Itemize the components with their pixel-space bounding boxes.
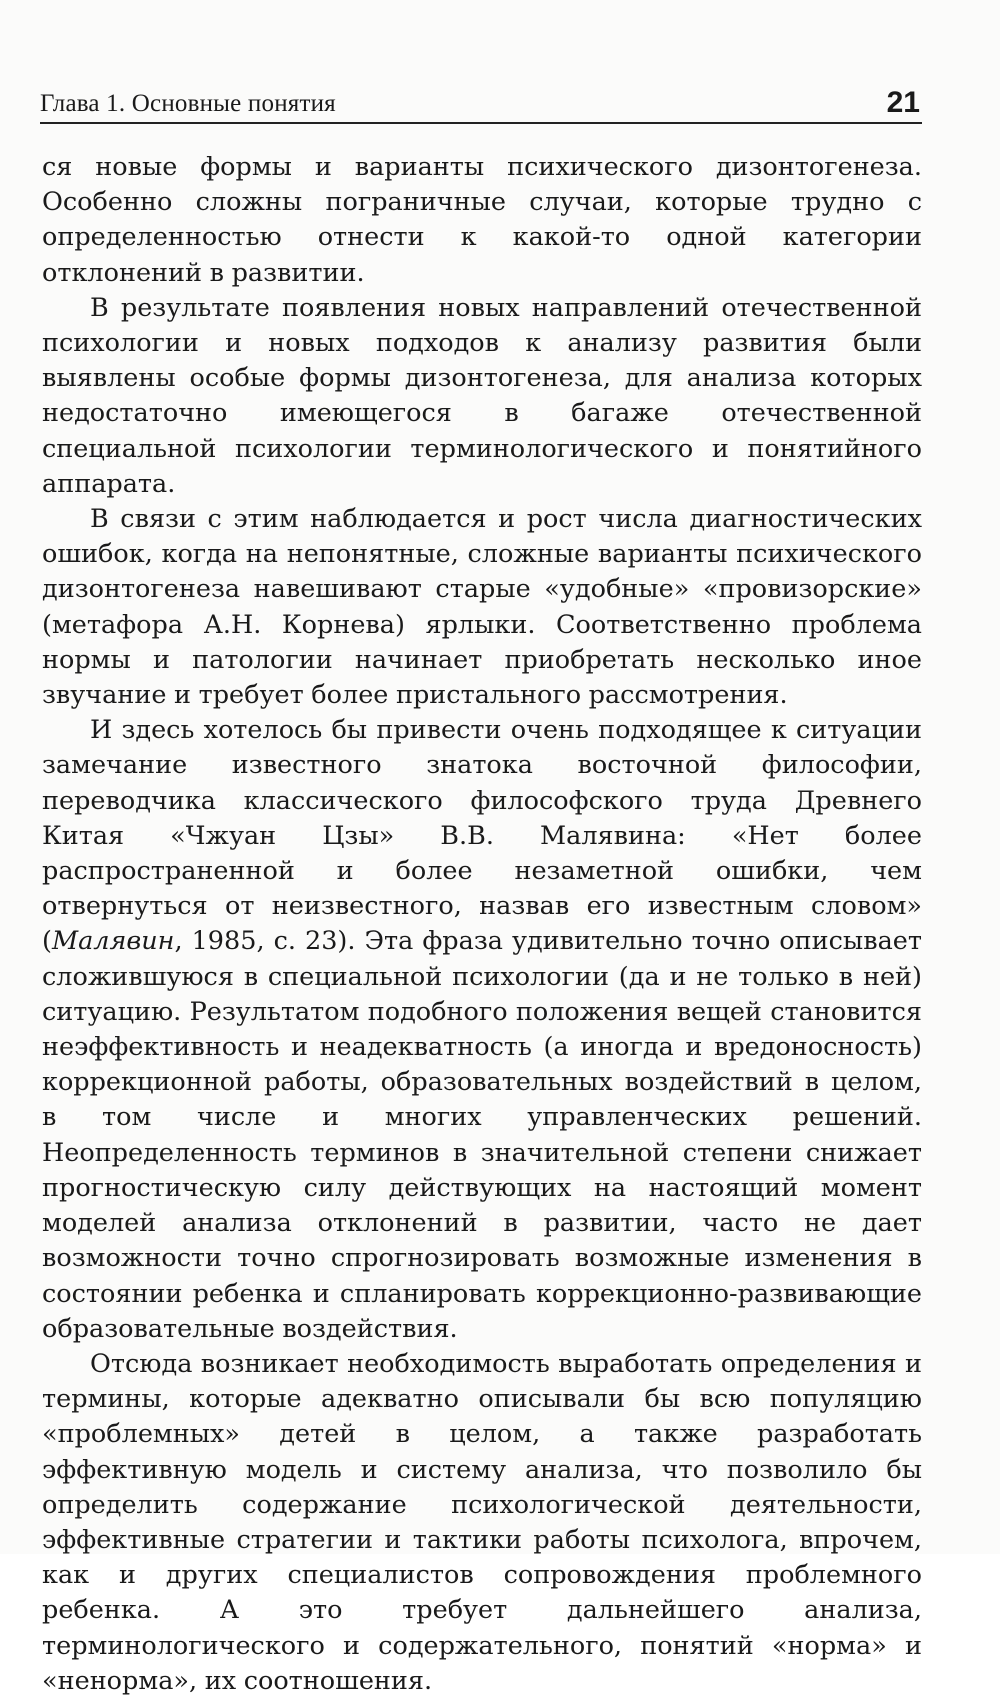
- paragraph-4-part-1: И здесь хотелось бы привести очень подходящее к ситуации замечание известного знатока восточной философии, переводчика классического философского труда Древнего Китая «Чжуан Цзы» В.В. Малявина: «Нет более распространенной и более незаметной ошибки, чем отвернуться от неизвестного, назвав его известным словом» (: [42, 715, 922, 957]
- citation-author: Малявин: [51, 926, 175, 957]
- paragraph-5: Отсюда возникает необходимость выработать определения и термины, которые адекватно описывали бы всю популяцию «проблемных» детей в целом, а также разработать эффективную модель и систему анализа, что позволило бы определить содержание психологической деятельности, эффективные стратегии и тактики работы психолога, впрочем, как и других специалистов сопровождения проблемного ребенка. А это требует дальнейшего анализа, терминологического и содержательного, понятий «норма» и «ненорма», их соотношения.: [42, 1348, 922, 1696]
- body-text: [42, 150, 922, 1699]
- page-number: 21: [886, 86, 920, 119]
- paragraph-2: В результате появления новых направлений отечественной психологии и новых подходов к анализу развития были выявлены особые формы дизонтогенеза, для анализа которых недостаточно имеющегося в багаже отечественной специальной психологии терминологического и понятийного аппарата.: [42, 292, 922, 499]
- paragraph-4: [42, 713, 922, 1347]
- running-head: [40, 82, 922, 124]
- paragraph-1: ся новые формы и варианты психического дизонтогенеза. Особенно сложны пограничные случаи, которые трудно с определенностью отнести к какой-то одной категории отклонений в развитии.: [42, 152, 922, 288]
- running-title: Глава 1. Основные понятия: [40, 90, 336, 117]
- paragraph-3: В связи с этим наблюдается и рост числа диагностических ошибок, когда на непонятные, сложные варианты психического дизонтогенеза навешивают старые «удобные» «провизорские» (метафора А.Н. Корнева) ярлыки. Соответственно проблема нормы и патологии начинает приобретать несколько иное звучание и требует более пристального рассмотрения.: [42, 504, 922, 711]
- paragraph-4-part-2: , 1985, с. 23). Эта фраза удивительно точно описывает сложившуюся в специальной психологии (да и не только в ней) ситуацию. Результатом подобного положения вещей становится неэффективность и неадекватность (а иногда и вредоносность) коррекционной работы, образовательных воздействий в целом, в том числе и многих управленческих решений. Неопределенность терминов в значительной степени снижает прогностическую силу действующих на настоящий момент моделей анализа отклонений в развитии, часто не дает возможности точно спрогнозировать возможные изменения в состоянии ребенка и спланировать коррекционно-развивающие образовательные воздействия.: [42, 926, 922, 1344]
